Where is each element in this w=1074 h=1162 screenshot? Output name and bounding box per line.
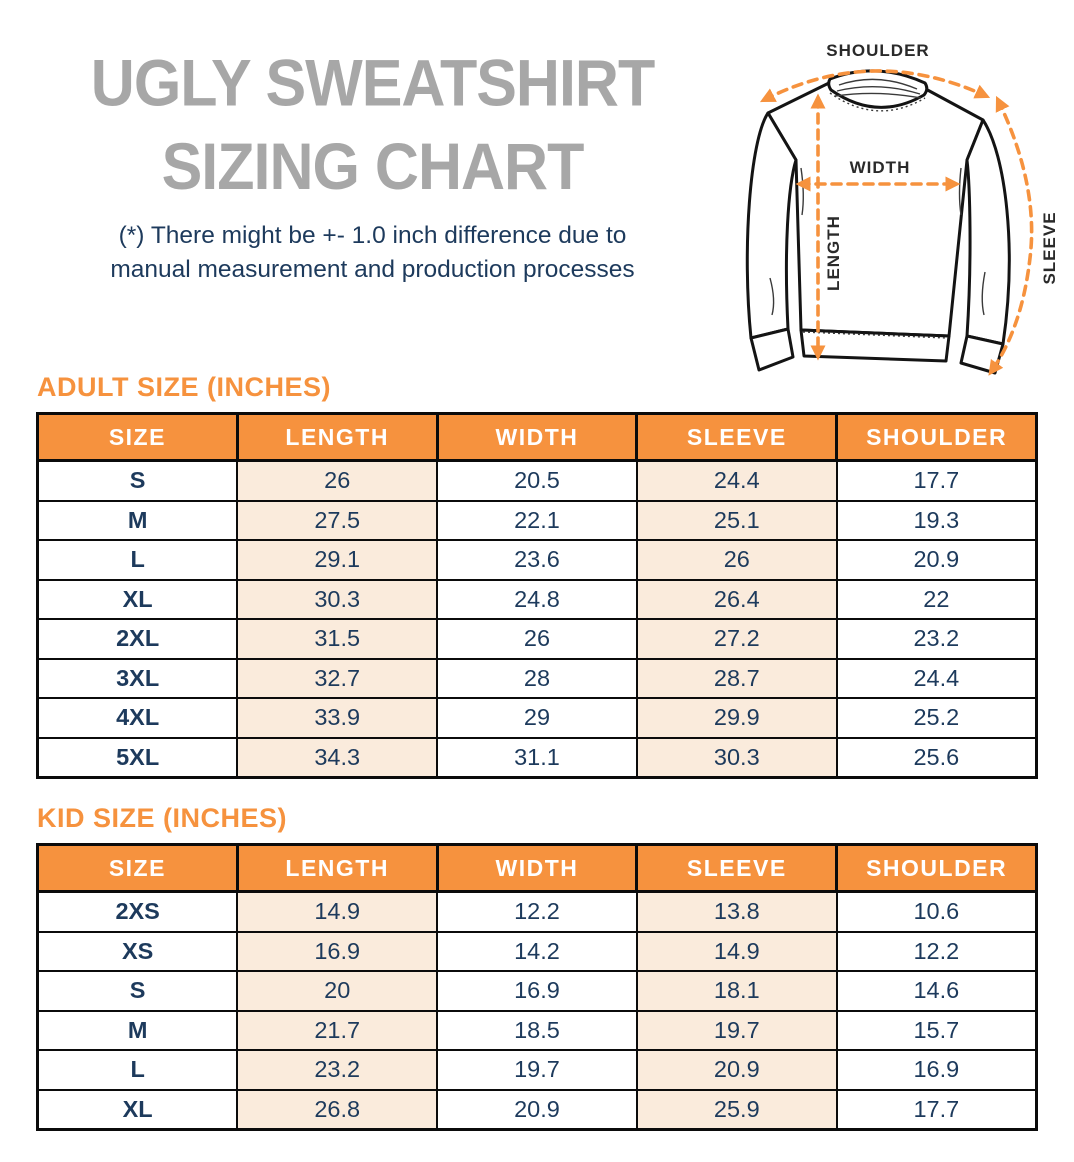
value-cell: 25.1 [637,501,837,541]
value-cell: 26 [637,540,837,580]
value-cell: 30.3 [237,580,437,620]
size-cell: 2XS [38,892,238,932]
table-header-row [38,414,1037,461]
table-row [38,461,1037,501]
value-cell: 27.2 [637,619,837,659]
value-cell: 25.9 [637,1090,837,1130]
column-header-size: SIZE [38,845,238,892]
size-cell: 3XL [38,659,238,699]
value-cell: 29.1 [237,540,437,580]
length-label: LENGTH [824,215,843,291]
value-cell: 28.7 [637,659,837,699]
value-cell: 21.7 [237,1011,437,1051]
table-row [38,1050,1037,1090]
value-cell: 30.3 [637,738,837,778]
size-cell: 5XL [38,738,238,778]
table-row [38,932,1037,972]
value-cell: 26 [437,619,637,659]
table-row [38,971,1037,1011]
table-header-row [38,845,1037,892]
value-cell: 25.2 [837,698,1037,738]
value-cell: 23.2 [237,1050,437,1090]
shoulder-label: SHOULDER [826,41,930,60]
adult-size-heading: ADULT SIZE (INCHES) [37,372,331,402]
sweatshirt-outline-icon [747,71,1009,373]
value-cell: 29.9 [637,698,837,738]
value-cell: 13.8 [637,892,837,932]
value-cell: 16.9 [237,932,437,972]
size-cell: 4XL [38,698,238,738]
size-cell: L [38,540,238,580]
value-cell: 31.1 [437,738,637,778]
value-cell: 14.9 [237,892,437,932]
value-cell: 12.2 [437,892,637,932]
table-row [38,738,1037,778]
table-row [38,698,1037,738]
value-cell: 14.9 [637,932,837,972]
size-cell: XL [38,1090,238,1130]
value-cell: 16.9 [837,1050,1037,1090]
table-row [38,580,1037,620]
table-row [38,501,1037,541]
page-title-line1: UGLY SWEATSHIRT [90,46,655,120]
sleeve-label: SLEEVE [1040,211,1059,285]
table-row [38,619,1037,659]
page-title [0,42,745,209]
value-cell: 15.7 [837,1011,1037,1051]
value-cell: 23.6 [437,540,637,580]
value-cell: 14.6 [837,971,1037,1011]
table-row [38,540,1037,580]
column-header-width: WIDTH [437,414,637,461]
table-row [38,1011,1037,1051]
value-cell: 20.5 [437,461,637,501]
disclaimer-text [0,219,745,287]
value-cell: 32.7 [237,659,437,699]
value-cell: 28 [437,659,637,699]
value-cell: 16.9 [437,971,637,1011]
column-header-width: WIDTH [437,845,637,892]
table-row [38,659,1037,699]
value-cell: 26.4 [637,580,837,620]
value-cell: 24.8 [437,580,637,620]
value-cell: 22.1 [437,501,637,541]
value-cell: 18.1 [637,971,837,1011]
value-cell: 31.5 [237,619,437,659]
size-cell: S [38,971,238,1011]
size-cell: M [38,501,238,541]
value-cell: 12.2 [837,932,1037,972]
page-title-line2: SIZING CHART [161,129,584,204]
value-cell: 26.8 [237,1090,437,1130]
value-cell: 20.9 [637,1050,837,1090]
value-cell: 20.9 [437,1090,637,1130]
value-cell: 34.3 [237,738,437,778]
value-cell: 22 [837,580,1037,620]
width-label: WIDTH [849,158,911,177]
value-cell: 25.6 [837,738,1037,778]
value-cell: 17.7 [837,461,1037,501]
value-cell: 33.9 [237,698,437,738]
size-cell: 2XL [38,619,238,659]
size-cell: L [38,1050,238,1090]
column-header-shoulder: SHOULDER [837,845,1037,892]
value-cell: 19.3 [837,501,1037,541]
table-row [38,892,1037,932]
sweatshirt-diagram-svg [740,10,1074,390]
value-cell: 24.4 [837,659,1037,699]
value-cell: 20 [237,971,437,1011]
sweatshirt-measurement-diagram [740,10,1074,390]
adult-size-table [36,412,1038,779]
value-cell: 20.9 [837,540,1037,580]
size-cell: XS [38,932,238,972]
table-row [38,1090,1037,1130]
value-cell: 27.5 [237,501,437,541]
value-cell: 14.2 [437,932,637,972]
value-cell: 24.4 [637,461,837,501]
disclaimer-line1: (*) There might be +- 1.0 inch difference due to [118,221,627,249]
disclaimer-line2: manual measurement and production processes [110,255,635,283]
header-section [0,0,1074,372]
size-cell: M [38,1011,238,1051]
column-header-sleeve: SLEEVE [637,414,837,461]
column-header-length: LENGTH [237,414,437,461]
column-header-length: LENGTH [237,845,437,892]
kid-size-heading: KID SIZE (INCHES) [37,803,288,833]
title-block [0,42,745,287]
value-cell: 29 [437,698,637,738]
column-header-sleeve: SLEEVE [637,845,837,892]
kid-size-table [36,843,1038,1131]
value-cell: 10.6 [837,892,1037,932]
size-cell: XL [38,580,238,620]
size-cell: S [38,461,238,501]
value-cell: 19.7 [437,1050,637,1090]
value-cell: 26 [237,461,437,501]
column-header-shoulder: SHOULDER [837,414,1037,461]
value-cell: 18.5 [437,1011,637,1051]
column-header-size: SIZE [38,414,238,461]
value-cell: 17.7 [837,1090,1037,1130]
value-cell: 23.2 [837,619,1037,659]
value-cell: 19.7 [637,1011,837,1051]
